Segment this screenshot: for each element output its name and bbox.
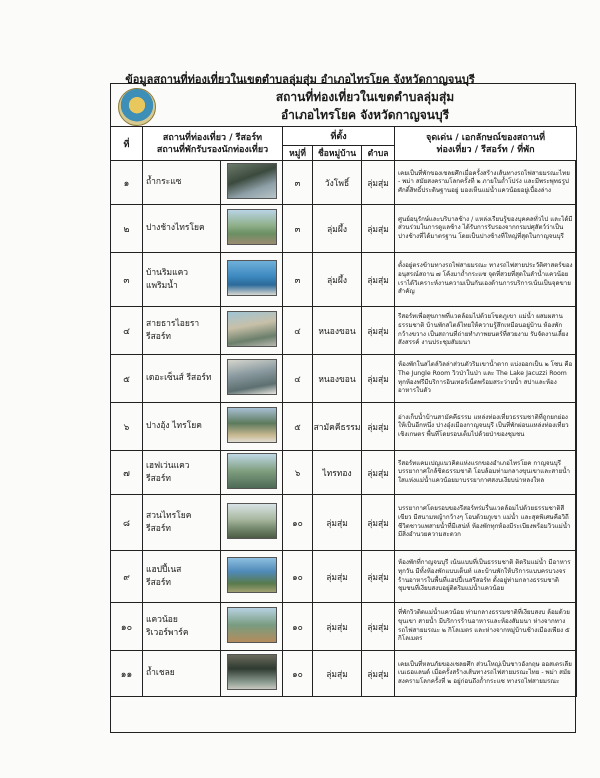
row-number: ๑๑ <box>111 651 143 697</box>
place-name: สายธารไอยรา รีสอร์ท <box>143 307 221 355</box>
highlight-text: ที่พักวิวติดแม่น้ำแควน้อย ท่ามกลางธรรมชาติที่เงียบสงบ ล้อมด้วยขุนเขา สายน้ำ มีบริการร้านอาหารและห้องสัมมนา ห่างจากทางรถไฟสายมรณะ ๒ กิโลเมตร และห่างจากหมู่บ้านช้างเมืองเพียง ๕ กิโลเมตร <box>395 603 577 651</box>
row-number: ๕ <box>111 355 143 403</box>
tambon-name: ลุ่มสุ่ม <box>362 161 395 205</box>
place-thumbnail-image <box>227 260 277 296</box>
table-heading-line1: สถานที่ท่องเที่ยวในเขตตำบลลุ่มสุ่ม <box>275 90 455 104</box>
col-header-place: สถานที่ท่องเที่ยว / รีสอร์ท สถานที่พักรับรองนักท่องเที่ยว <box>143 127 283 161</box>
highlight-text: เคยเป็นที่พักของเชลยศึกเมื่อครั้งสร้างเส้นทางรถไฟสายมรณะไทย - พม่า สมัยสงครามโลกครั้งที่ ๒ ภายในถ้ำโปร่ง และมีพระพุทธรูปศักดิ์สิทธิ์ประดิษฐานอยู่ มองเห็นแม่น้ำแควน้อยอยู่เบื้องล่าง <box>395 161 577 205</box>
highlight-text: รีสอร์ทเพื่อสุขภาพที่แวดล้อมไปด้วยโขดภูเขา แม่น้ำ ผสมผสานธรรมชาติ บ้านพักสไตล์ไทยให้ความรู้สึกเหมือนอยู่บ้าน ห้องพักกว้างขวาง เป็นสถานที่ถ่ายทำภาพยนตร์ที่สวยงาม รับจัดงานเลี้ยงสังสรรค์ งานประชุมสัมมนา <box>395 307 577 355</box>
place-name: ปางอุ้ง ไทรโยค <box>143 403 221 451</box>
village-name: ไทรทอง <box>313 451 362 495</box>
table-row <box>111 161 577 205</box>
tambon-name: ลุ่มสุ่ม <box>362 307 395 355</box>
moo-number: ๓ <box>283 253 313 307</box>
moo-number: ๓ <box>283 205 313 253</box>
highlight-text: ศูนย์อนุรักษ์และบริบาลช้าง / แหล่งเรียนรู้ของบุคคลทั่วไป และได้มีส่วนร่วมในการดูแลช้าง ได้รับการรับรองจากกรมปศุสัตว์ว่าเป็นปางช้างที่ได้มาตรฐาน โดยเป็นปางช้างที่ใหญ่ที่สุดในกาญจนบุรี <box>395 205 577 253</box>
table-heading-line2: อำเภอไทรโยค จังหวัดกาญจนบุรี <box>280 108 450 122</box>
row-number: ๙ <box>111 551 143 603</box>
row-number: ๒ <box>111 205 143 253</box>
place-name: ปางช้างไทรโยค <box>143 205 221 253</box>
tambon-name: ลุ่มสุ่ม <box>362 651 395 697</box>
village-name: ลุ่มผึ้ง <box>313 253 362 307</box>
highlight-text: อ่างเก็บน้ำบ้านสามัคคีธรรม แหล่งท่องเที่ยวธรรมชาติที่ถูกยกย่องให้เป็นอีกหนึ่ง ปางอุ๋งเมืองกาญจนบุรี เป็นที่พักผ่อนแหล่งท่องเที่ยวเชิงเกษตร พื้นที่โดยรอบเต็มไปด้วยป่าของชุมชน <box>395 403 577 451</box>
table-row <box>111 495 577 551</box>
place-thumbnail-image <box>227 407 277 443</box>
place-name: สวนไทรโยค รีสอร์ท <box>143 495 221 551</box>
highlight-text: ห้องพักในสไตล์วิลล่าส่วนตัวริมเขาน้ำตาก แบ่งออกเป็น ๒ โซน คือ The Jungle Room วิวป่าในป่า และ The Lake Jacuzzi Room ทุกห้องฟรีมีบริการอินเทอร์เน็ตพร้อมสระว่ายน้ำ สปาและห้องอาหารในตัว <box>395 355 577 403</box>
village-name: วังโพธิ์ <box>313 161 362 205</box>
place-name: บ้านริมแคว แพริมน้ำ <box>143 253 221 307</box>
place-name: แฮปปี้เนส รีสอร์ท <box>143 551 221 603</box>
row-number: ๔ <box>111 307 143 355</box>
place-name: ถ้ำเชลย <box>143 651 221 697</box>
place-thumbnail-image <box>227 557 277 593</box>
highlight-text: รีสอร์ทแคมเปญแนวคิดแห่งแรกของอำเภอไทรโยค กาญจนบุรี บรรยากาศใกล้ชิดธรรมชาติ โอบล้อมท่ามกลางขุนเขาและสายน้ำใสแห่งแม่น้ำแควน้อยมาบรรยากาศสงบเงียบน่าหลงใหล <box>395 451 577 495</box>
place-photo <box>221 403 283 451</box>
row-number: ๖ <box>111 403 143 451</box>
tambon-name: ลุ่มสุ่ม <box>362 495 395 551</box>
moo-number: ๖ <box>283 451 313 495</box>
place-photo <box>221 205 283 253</box>
village-name: ลุ่มสุ่ม <box>313 603 362 651</box>
row-number: ๓ <box>111 253 143 307</box>
moo-number: ๔ <box>283 355 313 403</box>
moo-number: ๑๐ <box>283 495 313 551</box>
table-row <box>111 551 577 603</box>
place-photo <box>221 253 283 307</box>
moo-number: ๔ <box>283 307 313 355</box>
col-header-highlight: จุดเด่น / เอกลักษณ์ของสถานที่ ท่องเที่ยว / รีสอร์ท / ที่พัก <box>395 127 577 161</box>
col-header-location: ที่ตั้ง <box>283 127 395 146</box>
place-thumbnail-image <box>227 209 277 245</box>
place-name: เฮฟเว่นแคว รีสอร์ท <box>143 451 221 495</box>
tambon-name: ลุ่มสุ่ม <box>362 355 395 403</box>
village-name: สามัคคีธรรม <box>313 403 362 451</box>
tambon-name: ลุ่มสุ่ม <box>362 253 395 307</box>
row-number: ๑ <box>111 161 143 205</box>
tambon-name: ลุ่มสุ่ม <box>362 205 395 253</box>
place-thumbnail-image <box>227 453 277 489</box>
col-header-no: ที่ <box>111 127 143 161</box>
place-photo <box>221 551 283 603</box>
village-name: ลุ่มผึ้ง <box>313 205 362 253</box>
place-thumbnail-image <box>227 359 277 395</box>
place-photo <box>221 495 283 551</box>
place-photo <box>221 651 283 697</box>
village-name: ลุ่มสุ่ม <box>313 551 362 603</box>
table-row <box>111 307 577 355</box>
village-name: ลุ่มสุ่ม <box>313 651 362 697</box>
highlight-text: เคยเป็นที่หลบภัยของเชลยศึก ส่วนใหญ่เป็นชาวอังกฤษ ออสเตรเลีย เนเธอแลนด์ เมื่อครั้งสร้างเส้นทางรถไฟสายมรณะไทย - พม่า สมัยสงครามโลกครั้งที่ ๒ อยู่ก่อนถึงถ้ำกระแซ ทางรถไฟสายมรณะ <box>395 651 577 697</box>
moo-number: ๑๐ <box>283 603 313 651</box>
place-thumbnail-image <box>227 163 277 199</box>
highlight-text: ตั้งอยู่ตรงข้ามทางรถไฟสายมรณะ ทางรถไฟสายประวัติศาสตร์ของอนุสรณ์สถาน ๗ โค้งมาถ้ำกระแซ จุดที่สวยที่สุดในลำน้ำแควน้อย เราได้วิเคราะห์งานความเป็นกันเองด้านการบริการเน้นเป็นจุดขายสำคัญ <box>395 253 577 307</box>
place-photo <box>221 451 283 495</box>
moo-number: ๑๐ <box>283 651 313 697</box>
col-header-village: ชื่อหมู่บ้าน <box>313 146 362 161</box>
table-row <box>111 355 577 403</box>
emblem-logo-icon <box>118 88 156 126</box>
village-name: หนองขอน <box>313 355 362 403</box>
place-photo <box>221 603 283 651</box>
table-row <box>111 451 577 495</box>
attractions-table <box>110 126 577 697</box>
col-header-moo: หมู่ที่ <box>283 146 313 161</box>
table-row <box>111 603 577 651</box>
table-row <box>111 651 577 697</box>
place-name: เดอะเซ็นส์ รีสอร์ท <box>143 355 221 403</box>
document-title: ข้อมูลสถานที่ท่องเที่ยวในเขตตำบลลุ่มสุ่ม อำเภอไทรโยค จังหวัดกาญจนบุรี <box>125 73 475 86</box>
place-photo <box>221 355 283 403</box>
table-row <box>111 403 577 451</box>
place-photo <box>221 307 283 355</box>
place-photo <box>221 161 283 205</box>
table-row <box>111 253 577 307</box>
place-thumbnail-image <box>227 503 277 539</box>
row-number: ๘ <box>111 495 143 551</box>
place-thumbnail-image <box>227 607 277 643</box>
moo-number: ๓ <box>283 161 313 205</box>
col-header-tambon: ตำบล <box>362 146 395 161</box>
row-number: ๑๐ <box>111 603 143 651</box>
moo-number: ๕ <box>283 403 313 451</box>
village-name: ลุ่มสุ่ม <box>313 495 362 551</box>
highlight-text: บรรยากาศโดยรอบของรีสอร์ทร่มรื่นแวดล้อมไปด้วยธรรมชาติสีเขียว มีสนามหญ้ากว้างๆ โอบด้วยภูเขา แม่น้ำ และสุดพิเศษคือวิถีชีวิตชาวแพสายน้ำที่มีเสน่ห์ ห้องพักทุกห้องมีระเบียงพร้อมวิวแม่น้ำ มีสิ่งอำนวยความสะดวก <box>395 495 577 551</box>
tambon-name: ลุ่มสุ่ม <box>362 551 395 603</box>
table-row <box>111 205 577 253</box>
place-thumbnail-image <box>227 654 277 690</box>
place-thumbnail-image <box>227 311 277 347</box>
place-name: แควน้อย ริเวอร์พาร์ค <box>143 603 221 651</box>
tambon-name: ลุ่มสุ่ม <box>362 603 395 651</box>
place-name: ถ้ำกระแซ <box>143 161 221 205</box>
village-name: หนองขอน <box>313 307 362 355</box>
tambon-name: ลุ่มสุ่ม <box>362 451 395 495</box>
highlight-text: ห้องพักที่กาญจนบุรี เน้นแบบที่เป็นธรรมชาติ ติดริมแม่น้ำ มีอาหารทุกวัน มีทั้งห้องพักแบบเต็นท์ และบ้านพักให้บริการแบบครบวงจร ร้านอาหารในพื้นที่แฮปปี้เนสรีสอร์ท ตั้งอยู่ท่ามกลางธรรมชาติ ชุมชนที่เงียบสงบอยู่ติดริมแม่น้ำแควน้อย <box>395 551 577 603</box>
tambon-name: ลุ่มสุ่ม <box>362 403 395 451</box>
moo-number: ๑๐ <box>283 551 313 603</box>
row-number: ๗ <box>111 451 143 495</box>
